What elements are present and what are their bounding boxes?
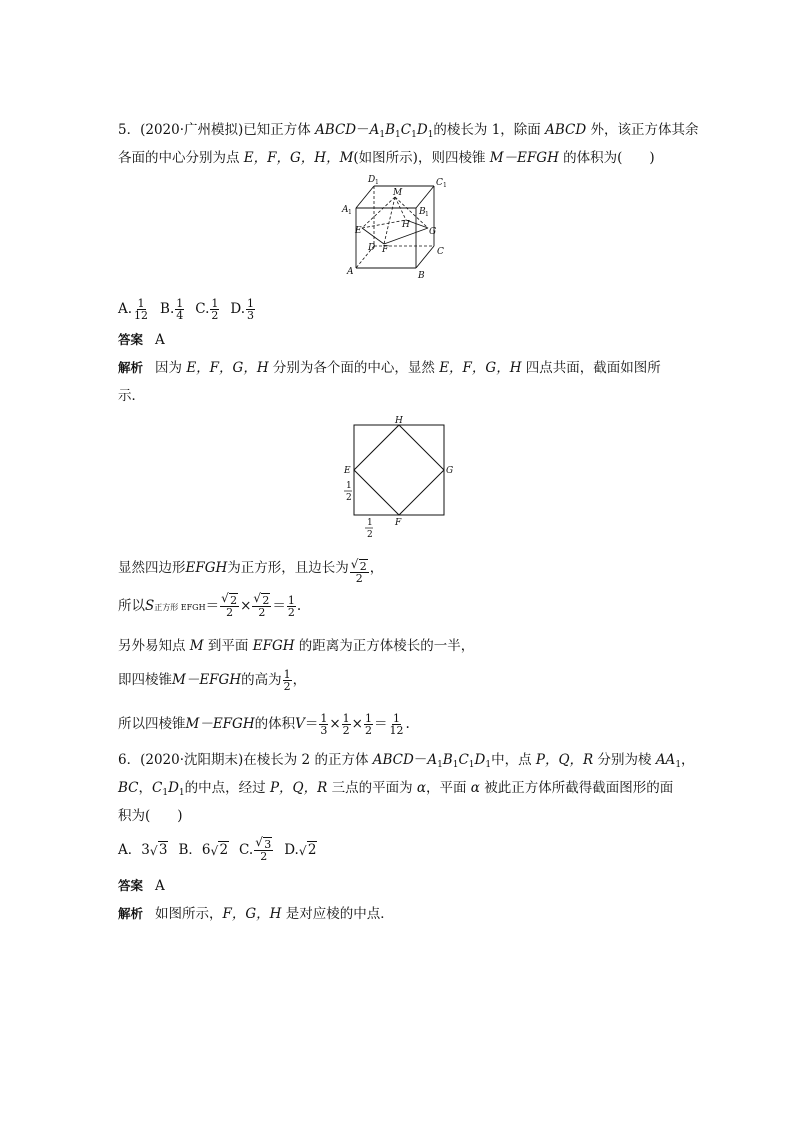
pyramid-base-edge bbox=[384, 228, 428, 244]
equals: ＝ bbox=[373, 716, 388, 732]
fraction bbox=[319, 713, 328, 736]
q6-sub: 1 bbox=[162, 788, 169, 798]
solution-text: 的高为 bbox=[241, 672, 282, 688]
option-c[interactable] bbox=[195, 298, 220, 321]
q6-stem-text: ，平面 bbox=[426, 780, 471, 796]
option-label: A. bbox=[118, 300, 133, 317]
q5-sub: 1 bbox=[427, 130, 434, 140]
q5-stem-line2 bbox=[118, 148, 655, 168]
half-num: 1 bbox=[367, 518, 373, 528]
q6-stem-line1 bbox=[118, 750, 695, 775]
option-label: B．6 bbox=[178, 842, 211, 858]
frac-num: 1 bbox=[247, 296, 255, 310]
q6-analysis-line bbox=[118, 904, 394, 924]
frac-den: 4 bbox=[176, 308, 184, 322]
frac-num: 1 bbox=[342, 711, 350, 725]
q5-sub: 1 bbox=[379, 130, 386, 140]
q5-a1: A bbox=[369, 122, 380, 138]
q5-pyramid: M－EFGH bbox=[489, 150, 559, 166]
point-m: M bbox=[189, 638, 204, 654]
sq-label-f: F bbox=[395, 518, 402, 528]
fraction bbox=[342, 713, 351, 736]
label-a1: A bbox=[342, 205, 349, 215]
analysis-text: 四点共面，截面如图所 bbox=[521, 360, 661, 376]
answer-label: 答案 bbox=[118, 878, 144, 893]
answer-value: A bbox=[155, 878, 165, 894]
sq-half-left bbox=[344, 481, 352, 503]
pyramid-edge bbox=[395, 197, 406, 220]
frac-den: 2 bbox=[355, 572, 363, 585]
radicand: 2 bbox=[307, 842, 317, 858]
q6-points: P，Q，R bbox=[535, 752, 594, 768]
q6-stem-line2 bbox=[118, 778, 673, 803]
radicand: 2 bbox=[359, 560, 367, 573]
q6-stem-text: 6．(2020·沈阳期末)在棱长为 2 的正方体 bbox=[118, 752, 373, 768]
q6-stem-text: ， bbox=[681, 752, 695, 768]
frac-num: 1 bbox=[283, 667, 291, 681]
q6-stem-text: 积为( ) bbox=[118, 808, 183, 824]
solution-text: 的体积 bbox=[254, 716, 296, 732]
result-fraction bbox=[388, 713, 404, 736]
radicand: 3 bbox=[158, 842, 168, 858]
q5-solution-line1 bbox=[118, 546, 384, 585]
analysis-text: 是对应棱的中点． bbox=[281, 906, 394, 922]
q5-sub: 1 bbox=[411, 130, 417, 140]
q5-solution-line3 bbox=[118, 636, 474, 656]
label-b: B bbox=[418, 271, 425, 281]
times: × bbox=[351, 716, 363, 732]
half-den: 2 bbox=[346, 493, 352, 503]
analysis-text: 示． bbox=[118, 388, 145, 404]
q6-option-d[interactable] bbox=[284, 840, 317, 860]
cube-edge bbox=[356, 186, 374, 208]
sqrt2-over-2 bbox=[252, 595, 271, 618]
frac-num: 1 bbox=[320, 711, 328, 725]
q5-stem-text: 的体积为( ) bbox=[558, 150, 655, 166]
option-fraction bbox=[254, 839, 273, 862]
option-label: D. bbox=[230, 300, 246, 317]
q6-edge-aa1: AA bbox=[655, 752, 676, 768]
q6-c1: C bbox=[458, 752, 469, 768]
label-sub: 1 bbox=[348, 209, 352, 216]
option-label: C. bbox=[239, 841, 254, 858]
q5-c1: C bbox=[400, 122, 412, 138]
solution-text: 到平面 bbox=[203, 638, 253, 654]
q6-b1: B bbox=[442, 752, 453, 768]
option-fraction bbox=[210, 298, 219, 321]
q6-stem-text: ， bbox=[138, 780, 153, 796]
q6-option-a[interactable] bbox=[118, 840, 168, 860]
sq-label-g: G bbox=[446, 466, 454, 476]
label-a: A bbox=[347, 267, 354, 277]
solution-text: ， bbox=[369, 560, 384, 576]
option-b[interactable] bbox=[160, 298, 185, 321]
radicand: 2 bbox=[262, 593, 270, 607]
label-c: C bbox=[437, 247, 444, 257]
q5-analysis-line2 bbox=[118, 386, 145, 406]
sqrt2-over-2 bbox=[220, 595, 239, 618]
q6-plane-alpha: α bbox=[416, 780, 426, 796]
frac-den: 2 bbox=[258, 605, 266, 619]
frac-num: 1 bbox=[137, 296, 145, 310]
radicand: 2 bbox=[219, 842, 229, 858]
q6-sub: 1 bbox=[485, 760, 492, 770]
q5-stem-text: 的棱长为 1，除面 bbox=[433, 122, 546, 138]
q6-sub: 1 bbox=[178, 788, 185, 798]
frac-den: 3 bbox=[247, 308, 255, 322]
q6-options bbox=[118, 832, 317, 868]
q6-d1: D bbox=[474, 752, 486, 768]
answer-value: A bbox=[155, 332, 165, 348]
q5-points: E，F，G，H，M bbox=[243, 150, 354, 166]
sqrt2-over-2 bbox=[350, 561, 369, 584]
q6-stem-text: 被此正方体所截得截面图形的面 bbox=[479, 780, 674, 796]
radicand: 3 bbox=[264, 837, 272, 851]
half-fraction bbox=[283, 669, 292, 692]
cube-edge bbox=[416, 186, 434, 208]
analysis-text: 分别为各个面的中心，显然 bbox=[268, 360, 440, 376]
answer-label: 答案 bbox=[118, 332, 144, 347]
label-d: D bbox=[368, 243, 376, 253]
analysis-points: E，F，G，H bbox=[439, 360, 522, 376]
plane-efgh: EFGH bbox=[252, 638, 295, 654]
times: × bbox=[240, 598, 252, 614]
q6-stem-line3 bbox=[118, 806, 183, 826]
result-fraction bbox=[287, 595, 296, 618]
solution-text: 所以四棱锥 bbox=[118, 716, 186, 732]
frac-num: 1 bbox=[392, 711, 400, 725]
pyramid-base-edge bbox=[362, 228, 384, 244]
frac-den: 12 bbox=[389, 723, 404, 737]
frac-num: 1 bbox=[364, 711, 372, 725]
option-fraction bbox=[175, 298, 184, 321]
label-sub: 1 bbox=[425, 211, 429, 218]
frac-den: 2 bbox=[260, 849, 268, 863]
q6-stem-text: 中，点 bbox=[491, 752, 536, 768]
label-m: M bbox=[393, 188, 403, 198]
period: . bbox=[296, 598, 302, 614]
q5-solution-line4 bbox=[118, 662, 306, 698]
label-sub: 1 bbox=[375, 179, 379, 186]
q5-stem-line1 bbox=[118, 120, 698, 145]
q6-stem-text: 三点的平面为 bbox=[327, 780, 417, 796]
area-symbol: S bbox=[145, 598, 155, 614]
times: × bbox=[329, 716, 341, 732]
pyramid: M－EFGH bbox=[185, 716, 255, 732]
sq-label-h: H bbox=[395, 416, 403, 426]
label-e: E bbox=[355, 226, 362, 236]
square-figure bbox=[338, 412, 460, 540]
frac-den: 2 bbox=[287, 605, 295, 619]
frac-den: 2 bbox=[364, 723, 372, 737]
pyramid-edge bbox=[384, 197, 395, 244]
analysis-points: E，F，G，H bbox=[186, 360, 269, 376]
frac-den: 2 bbox=[283, 679, 291, 693]
frac-num: 1 bbox=[287, 593, 295, 607]
q6-option-c[interactable] bbox=[239, 839, 274, 862]
q6-c1: C bbox=[152, 780, 163, 796]
q5-cube-name: ABCD bbox=[315, 122, 357, 138]
q5-stem-text: 外，该正方体其余 bbox=[586, 122, 699, 138]
solution-text: 为正方形，且边长为 bbox=[227, 560, 349, 576]
q5-answer-line bbox=[118, 330, 165, 350]
label-f: F bbox=[382, 245, 389, 255]
option-label: B. bbox=[160, 300, 175, 317]
q6-edge-bc: BC bbox=[118, 780, 139, 796]
frac-num: 1 bbox=[211, 296, 219, 310]
pyramid-edge bbox=[362, 220, 406, 228]
q6-sub: 1 bbox=[437, 760, 443, 770]
frac-num: 1 bbox=[176, 296, 184, 310]
q6-sub: 1 bbox=[452, 760, 459, 770]
analysis-label: 解析 bbox=[118, 906, 144, 921]
label-b1: B bbox=[419, 207, 426, 217]
volume-symbol: V bbox=[295, 716, 305, 732]
option-d[interactable] bbox=[230, 298, 256, 321]
frac-den: 12 bbox=[134, 308, 149, 322]
solution-text: 即四棱锥 bbox=[118, 672, 172, 688]
radicand: 2 bbox=[230, 593, 238, 607]
q5-dash: － bbox=[356, 122, 370, 138]
label-d1: D bbox=[368, 175, 376, 185]
q5-stem-text: (如图所示)，则四棱锥 bbox=[353, 150, 490, 166]
analysis-label: 解析 bbox=[118, 360, 144, 375]
option-label: A．3 bbox=[118, 842, 150, 858]
option-label: C. bbox=[195, 300, 210, 317]
equals: ＝ bbox=[304, 716, 319, 732]
q5-stem-text: 5．(2020·广州模拟)已知正方体 bbox=[118, 122, 316, 138]
q6-d1: D bbox=[168, 780, 179, 796]
q6-cube-name: ABCD bbox=[372, 752, 414, 768]
q5-stem-text: 各面的中心分别为点 bbox=[118, 150, 244, 166]
sq-half-bottom bbox=[365, 518, 373, 540]
solution-text: 显然四边形 bbox=[118, 560, 186, 576]
label-sub: 1 bbox=[443, 182, 447, 189]
solution-text: ， bbox=[292, 672, 307, 688]
q6-points: P，Q，R bbox=[269, 780, 328, 796]
q6-dash: － bbox=[413, 752, 428, 768]
q5-solution-line5 bbox=[118, 706, 410, 742]
option-fraction bbox=[133, 298, 149, 321]
q5-b1: B bbox=[385, 122, 396, 138]
solution-quad: EFGH bbox=[185, 560, 228, 576]
sq-label-e: E bbox=[344, 466, 351, 476]
q6-option-b[interactable] bbox=[178, 840, 229, 860]
outer-square bbox=[354, 425, 444, 515]
pyramid: M－EFGH bbox=[172, 672, 242, 688]
q6-a1: A bbox=[427, 752, 438, 768]
q5-options bbox=[118, 292, 256, 326]
pyramid-edge bbox=[362, 197, 395, 228]
half-num: 1 bbox=[346, 481, 352, 491]
label-h: H bbox=[402, 220, 410, 230]
frac-den: 2 bbox=[211, 308, 219, 322]
q5-d1: D bbox=[416, 122, 428, 138]
cube-figure bbox=[338, 172, 458, 284]
q6-plane-alpha: α bbox=[470, 780, 480, 796]
analysis-text: 因为 bbox=[155, 360, 187, 376]
q6-stem-text: 的中点，经过 bbox=[184, 780, 270, 796]
q6-sub: 1 bbox=[468, 760, 475, 770]
option-label: D. bbox=[284, 842, 299, 858]
q6-sub: 1 bbox=[675, 760, 682, 770]
frac-den: 2 bbox=[226, 605, 234, 619]
analysis-text: 如图所示， bbox=[155, 906, 223, 922]
q5-analysis-line1 bbox=[118, 358, 661, 378]
area-subscript: 正方形 EFGH bbox=[154, 603, 206, 612]
label-c1: C bbox=[436, 178, 443, 188]
half-den: 2 bbox=[367, 530, 373, 540]
inner-square-efgh bbox=[354, 425, 444, 515]
label-g: G bbox=[429, 227, 437, 237]
q5-solution-line2 bbox=[118, 588, 301, 624]
solution-text: 的距离为正方体棱长的一半， bbox=[294, 638, 475, 654]
q5-sub: 1 bbox=[395, 130, 401, 140]
solution-text: 另外易知点 bbox=[118, 638, 190, 654]
frac-den: 2 bbox=[342, 723, 350, 737]
equals: ＝ bbox=[272, 598, 286, 614]
analysis-points: F，G，H bbox=[222, 906, 282, 922]
frac-den: 3 bbox=[320, 723, 328, 737]
fraction bbox=[364, 713, 373, 736]
q6-stem-text: 分别为棱 bbox=[593, 752, 656, 768]
q6-answer-line bbox=[118, 876, 165, 896]
period: . bbox=[405, 716, 410, 732]
solution-text: 所以 bbox=[118, 598, 145, 614]
cube-edge bbox=[416, 246, 434, 268]
option-a[interactable] bbox=[118, 298, 150, 321]
equals: ＝ bbox=[205, 598, 220, 614]
option-fraction bbox=[246, 298, 255, 321]
q5-face-name: ABCD bbox=[545, 122, 587, 138]
